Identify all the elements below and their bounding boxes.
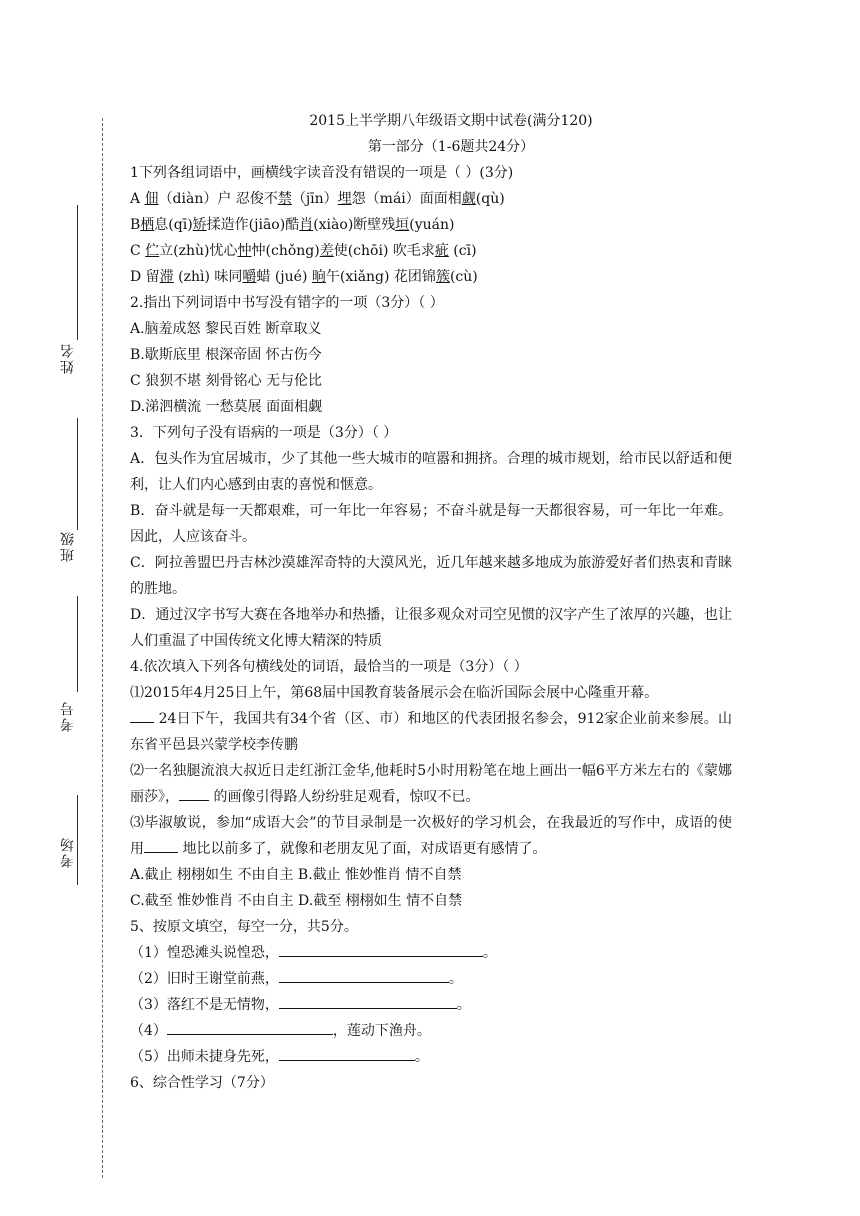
q1-stem: 1下列各组词语中，画横线字读音没有错误的一项是（ ）(3分) (130, 165, 514, 181)
answer-blank[interactable] (279, 941, 483, 957)
q5-stem: 5、按原文填空，每空一分，共5分。 (130, 919, 358, 935)
binding-dashed-line (102, 118, 103, 1178)
q2-option-d: D.涕泗横流 一愁莫展 面面相觑 (130, 399, 323, 415)
exam-title: 2015上半学期八年级语文期中试卷(满分120) (309, 113, 593, 129)
part-heading: 第一部分（1-6题共24分） (367, 139, 535, 155)
q6-stem: 6、综合性学习（7分） (130, 1075, 274, 1091)
q1-option-a: A 佃（diàn）户 忍俊不禁（jīn）埋怨（mái）面面相觑(qù) (130, 191, 505, 207)
q3-option-b: B．奋斗就是每一天都艰难，可一年比一年容易；不奋斗就是每一天都很容易，可一年比一年难。因此，人应该奋斗。 (130, 503, 732, 545)
answer-blank[interactable] (179, 785, 209, 801)
answer-blank[interactable] (279, 1045, 415, 1061)
q1-option-d: D 留滞 (zhì) 味同嚼蜡 (jué) 晌午(xiǎng) 花团锦簇(cù) (130, 269, 478, 285)
q2-option-a: A.脑羞成怒 黎民百姓 断章取义 (130, 321, 322, 337)
q5-item-1: （1）惶恐滩头说惶恐， 。 (130, 940, 732, 966)
q4-options-cd: C.截至 惟妙惟肖 不由自主 D.截至 栩栩如生 情不自禁 (130, 893, 463, 909)
answer-blank[interactable] (279, 967, 449, 983)
q4-stem: 4.依次填入下列各句横线处的词语，最恰当的一项是（3分）（ ） (130, 659, 528, 675)
room-label: 考场 (60, 836, 76, 868)
q4-options-ab: A.截止 栩栩如生 不由自主 B.截止 惟妙惟肖 情不自禁 (130, 867, 462, 883)
q2-option-c: C 狼狈不堪 刻骨铭心 无与伦比 (130, 373, 323, 389)
answer-blank[interactable] (130, 707, 154, 723)
q2-option-b: B.歇斯底里 根深帝固 怀古伤今 (130, 347, 322, 363)
class-label: 班级 (60, 530, 76, 562)
q2-stem: 2.指出下列词语中书写没有错字的一项（3分）（ ） (130, 295, 444, 311)
q3-option-a: A．包头作为宜居城市，少了其他一些大城市的喧嚣和拥挤。合理的城市规划，给市民以舒适和便利，让人们内心感到由衷的喜悦和惬意。 (130, 451, 732, 493)
answer-blank[interactable] (144, 837, 178, 853)
number-underline (77, 596, 78, 692)
number-label: 考号 (60, 700, 76, 732)
q3-stem: 3．下列句子没有语病的一项是（3分）（ ） (130, 425, 398, 441)
q1-option-b: B栖息(qī)矫揉造作(jiāo)酷肖(xiào)断壁残垣(yuán) (130, 217, 455, 233)
q4-sentence-3: ⑶毕淑敏说，参加“成语大会”的节目录制是一次极好的学习机会，在我最近的写作中，成语的使用 地比以前多了，就像和老朋友见了面，对成语更有感情了。 (130, 815, 732, 857)
q5-item-5: （5）出师未捷身先死， 。 (130, 1044, 732, 1070)
q3-option-d: D．通过汉字书写大赛在各地举办和热播，让很多观众对司空见惯的汉字产生了浓厚的兴趣，也让人们重温了中国传统文化博大精深的特质 (130, 607, 732, 649)
q4-sentence-2: ⑵一名独腿流浪大叔近日走红浙江金华,他耗时5小时用粉笔在地上画出一幅6平方米左右的《蒙娜丽莎》， 的画像引得路人纷纷驻足观看，惊叹不已。 (130, 763, 732, 805)
q3-option-c: C．阿拉善盟巴丹吉林沙漠雄浑奇特的大漠风光，近几年越来越多地成为旅游爱好者们热衷和青睐的胜地。 (130, 555, 732, 597)
answer-blank[interactable] (279, 993, 457, 1009)
answer-blank[interactable] (167, 1019, 333, 1035)
name-underline (77, 205, 78, 340)
exam-content (130, 108, 732, 1096)
q1-option-c: C 伫立(zhù)忧心忡忡(chǒng)差使(chōi) 吹毛求疵 (cī) (130, 243, 477, 259)
q4-sentence-1: ⑴2015年4月25日上午，第68届中国教育装备展示会在临沂国际会展中心隆重开幕。 24日下午，我国共有34个省（区、市）和地区的代表团报名参会，912家企业前来参展。山东省平邑县兴蒙学校李传鹏 (130, 685, 732, 753)
q5-item-3: （3）落红不是无情物， 。 (130, 992, 732, 1018)
class-underline (77, 418, 78, 530)
name-label: 姓名 (60, 342, 76, 374)
q5-item-4: （4） ，莲动下渔舟。 (130, 1018, 732, 1044)
q5-item-2: （2）旧时王谢堂前燕， 。 (130, 966, 732, 992)
